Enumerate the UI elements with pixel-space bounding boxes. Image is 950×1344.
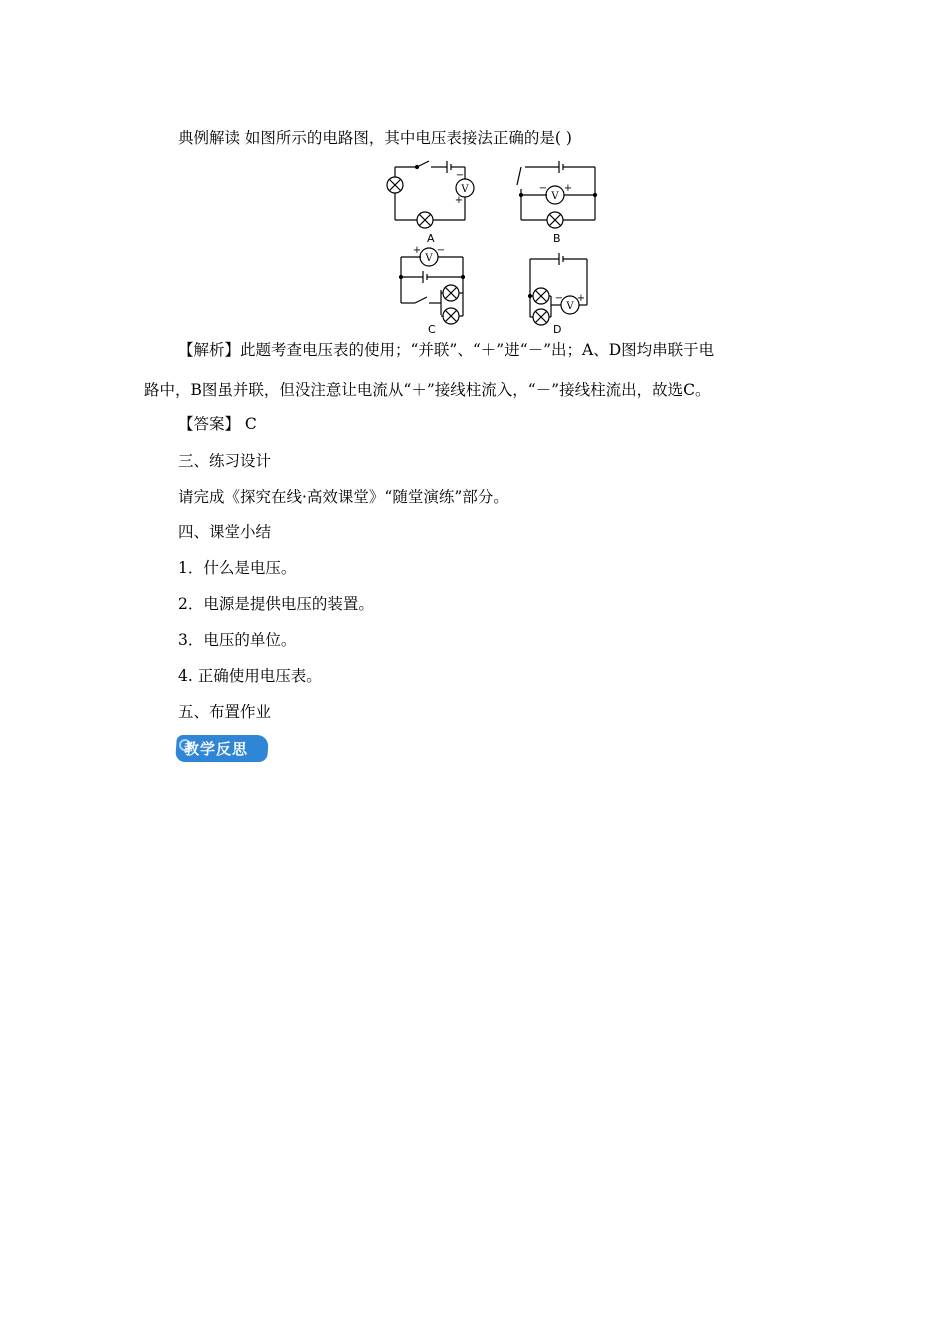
teaching-reflection-label: 教学反思 (184, 740, 249, 758)
meter-d-symbol: V (566, 301, 574, 312)
meter-c-symbol: V (425, 253, 433, 264)
analysis-line-1: 【解析】此题考查电压表的使用；“并联”、“＋”进“－”出；A、D图均串联于电 (178, 341, 715, 359)
section-homework-heading: 五、布置作业 (178, 703, 272, 721)
summary-item-3: 3．电压的单位。 (178, 631, 297, 649)
section-summary-heading: 四、课堂小结 (178, 523, 272, 541)
label-d: D (553, 323, 562, 336)
meter-b-symbol: V (551, 191, 559, 202)
summary-item-1: 1．什么是电压。 (178, 559, 297, 577)
meter-c-plus: + (412, 245, 422, 256)
circuit-d (529, 253, 588, 325)
meter-d-minus: − (554, 293, 564, 304)
circuit-diagrams (383, 155, 603, 338)
meter-c-minus: − (436, 245, 446, 256)
label-c: C (428, 323, 436, 336)
meter-d-plus: + (576, 293, 586, 304)
example-question: 典例解读 如图所示的电路图，其中电压表接法正确的是( ) (178, 129, 572, 147)
answer: 【答案】 C (178, 415, 257, 433)
practice-text: 请完成《探究在线·高效课堂》“随堂演练”部分。 (178, 488, 509, 506)
section-practice-heading: 三、练习设计 (178, 452, 272, 470)
meter-a-minus: − (455, 170, 465, 181)
meter-b-minus: − (538, 183, 548, 194)
summary-item-2: 2．电源是提供电压的装置。 (178, 595, 374, 613)
meter-b-plus: + (563, 183, 573, 194)
circuit-diagrams-svg (383, 155, 603, 338)
analysis-line-2: 路中，B图虽并联，但没注意让电流从“＋”接线柱流入，“－”接线柱流出，故选C。 (144, 381, 711, 399)
meter-a-symbol: V (461, 184, 469, 195)
label-b: B (553, 232, 561, 245)
label-a: A (427, 232, 435, 245)
summary-item-4: 4. 正确使用电压表。 (178, 667, 322, 685)
meter-a-plus: + (454, 195, 464, 206)
